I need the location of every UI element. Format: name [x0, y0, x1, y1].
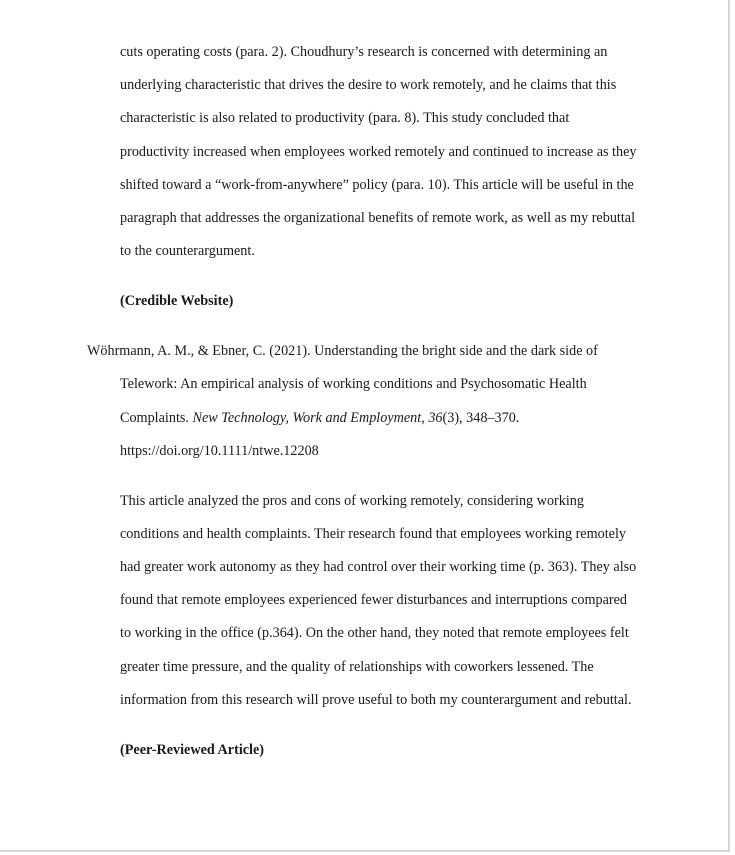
paragraph-line: had greater work autonomy as they had control over their working time (p. 363). They also — [120, 559, 637, 575]
paragraph-line: to working in the office (p.364). On the other hand, they noted that remote employees felt — [120, 625, 629, 641]
reference-line — [120, 410, 519, 426]
reference-line: Telework: An empirical analysis of working conditions and Psychosomatic Health — [120, 376, 587, 392]
paragraph-line: to the counterargument. — [120, 243, 255, 259]
paragraph-line: characteristic is also related to productivity (para. 8). This study concluded that — [120, 110, 570, 126]
paragraph-line: This article analyzed the pros and cons of working remotely, considering working — [120, 493, 584, 509]
reference-text: Complaints. — [120, 410, 193, 426]
reference-doi: https://doi.org/10.1111/ntwe.12208 — [120, 443, 319, 459]
source-type-label: (Peer-Reviewed Article) — [120, 742, 265, 758]
reference-line: Wöhrmann, A. M., & Ebner, C. (2021). Understanding the bright side and the dark side of — [87, 343, 598, 359]
paragraph-line: underlying characteristic that drives the desire to work remotely, and he claims that this — [120, 77, 617, 93]
paragraph-line: conditions and health complaints. Their research found that employees working remotely — [120, 526, 627, 542]
journal-title: New Technology, Work and Employment — [192, 410, 422, 426]
paragraph-line: greater time pressure, and the quality of relationships with coworkers lessened. The — [120, 659, 594, 675]
paragraph-line: shifted toward a “work-from-anywhere” policy (para. 10). This article will be useful in the — [120, 177, 634, 193]
paragraph-line: found that remote employees experienced fewer disturbances and interruptions compared — [120, 592, 628, 608]
paragraph-line: information from this research will prove useful to both my counterargument and rebuttal. — [120, 692, 632, 708]
reference-text: (3), 348–370. — [442, 410, 520, 426]
journal-volume: 36 — [428, 410, 443, 426]
reference-text: , — [421, 410, 429, 426]
paragraph-line: paragraph that addresses the organizational benefits of remote work, as well as my rebuttal — [120, 210, 636, 226]
source-type-label: (Credible Website) — [120, 293, 234, 309]
paragraph-line: productivity increased when employees worked remotely and continued to increase as they — [120, 144, 637, 160]
paragraph-line: cuts operating costs (para. 2). Choudhury’s research is concerned with determining an — [120, 44, 608, 60]
